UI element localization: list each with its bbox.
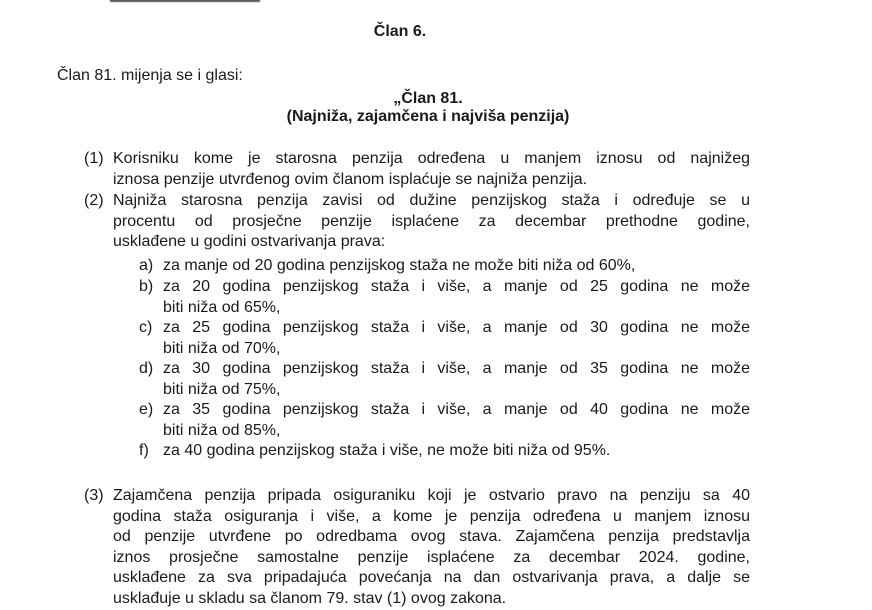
paragraph-line: usklađene za sva pripadajuća povećanja na dan ostvarivanja prava, a dalje se [113,569,750,586]
list-item-line: za 20 godina penzijskog staža i više, a manje od 25 godina ne može [163,278,750,295]
list-item-text [163,277,750,318]
list-item-letter: c) [139,319,153,336]
paragraph-body [113,149,750,190]
article-heading: Član 6. [373,23,427,40]
list-item-line: biti niža od 85%, [163,421,281,439]
list-item-letter: e) [139,401,154,418]
paragraph-body [113,486,750,609]
list-item-line: za manje od 20 godina penzijskog staža ne može biti niža od 60%, [163,257,636,274]
list-item-line: za 25 godina penzijskog staža i više, a manje od 30 godina ne može [163,319,750,336]
list-item-line: biti niža od 75%, [163,380,281,398]
list-item-letter: f) [139,442,149,459]
list-item-text [163,400,750,441]
paragraph-line: Korisniku kome je starosna penzija određena u manjem iznosu od najnižeg [113,150,750,167]
paragraph-line: iznosa penzije utvrđenog ovim članom isplaćuje se najniža penzija. [113,170,588,188]
list-item-text [163,441,750,462]
paragraph-line: Zajamčena penzija pripada osiguraniku koji je ostvario pravo na penziju sa 40 [113,487,750,504]
cropped-text-artifact [110,0,260,2]
list-item-letter: d) [139,360,154,377]
paragraph-line: godina staža osiguranja i više, a kome je penzija određena u manjem iznosu [113,507,750,525]
paragraph-body [113,191,750,253]
paragraph-line: Najniža starosna penzija zavisi od dužine penzijskog staža i određuje se u [113,192,750,209]
paragraph-number: (1) [84,150,104,167]
list-item-text [163,318,750,359]
quoted-article-subtitle: (Najniža, zajamčena i najviša penzija) [286,108,570,125]
list-item-line: biti niža od 70%, [163,339,281,357]
list-item-letter: a) [139,257,154,274]
quoted-article-title: „Član 81. [393,90,463,107]
paragraph-line: procentu od prosječne penzije isplaćene za decembar prethodne godine, [113,212,750,230]
paragraph-number: (3) [84,487,104,504]
list-item-letter: b) [139,278,154,295]
amendment-intro: Član 81. mijenja se i glasi: [57,67,243,84]
quoted-article-heading [0,90,856,126]
list-item-line: biti niža od 65%, [163,298,281,316]
list-item-line: za 35 godina penzijskog staža i više, a manje od 40 godina ne može [163,401,750,418]
list-item-text [163,256,750,277]
list-item-text [163,359,750,400]
paragraph-line: usklađene u godini ostvarivanja prava: [113,233,386,250]
paragraph-line: usklađuje u skladu sa članom 79. stav (1) ovog zakona. [113,589,507,607]
paragraph-line: iznos prosječne samostalne penzije isplaćene za decembar 2024. godine, [113,548,750,566]
paragraph-line: od penzije utvrđene po odredbama ovog stava. Zajamčena penzija predstavlja [113,528,750,545]
list-item-line: za 30 godina penzijskog staža i više, a manje od 35 godina ne može [163,360,750,377]
list-item-line: za 40 godina penzijskog staža i više, ne može biti niža od 95%. [163,442,611,459]
paragraph-number: (2) [84,192,104,209]
